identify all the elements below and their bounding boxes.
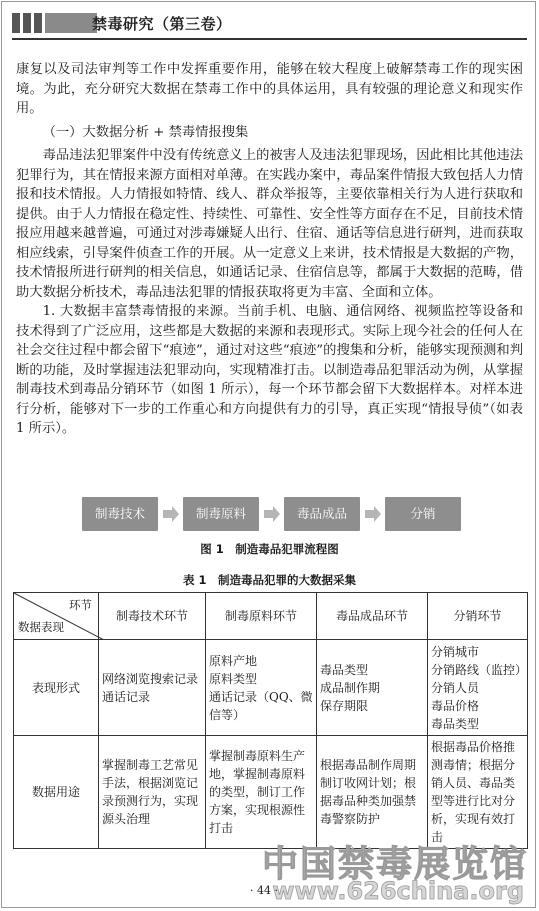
row-header: 数据用途 [14, 736, 99, 849]
table-row [14, 736, 528, 849]
table-cell: 根据毒品制作周期制订收网计划；根据毒品种类加强禁毒警察防护 [317, 736, 428, 849]
watermark-logo [244, 836, 534, 908]
flow-step-4: 分销 [385, 497, 461, 531]
column-header: 分销环节 [428, 593, 528, 640]
header-title: 禁毒研究（第三卷） [92, 15, 232, 33]
paragraph-1: 康复以及司法审判等工作中发挥重要作用，能够在较大程度上破解禁毒工作的现实困境。为此，充分研究大数据在禁毒工作中的具体运用，具有较强的理论意义和现实作用。 [16, 62, 523, 116]
flow-step-1: 制毒技术 [82, 497, 158, 531]
table-cell: 分销城市 分销路线（监控） 分销人员 毒品价格 毒品类型 [428, 640, 528, 736]
table-header-row [14, 593, 528, 640]
section-heading: （一）大数据分析 + 禁毒情报搜集 [42, 124, 249, 140]
data-table [13, 592, 528, 849]
table-cell: 网络浏览搜索记录 通话记录 [99, 640, 206, 736]
header-rule [12, 38, 527, 40]
header-decoration [12, 13, 97, 33]
table-cell: 毒品类型 成品制作期 保存期限 [317, 640, 428, 736]
corner-bottom-label: 数据表现 [18, 620, 64, 634]
arrow-right-icon [263, 505, 281, 523]
table-cell: 原料产地 原料类型 通话记录（QQ、微信等） [206, 640, 317, 736]
corner-top-label: 环节 [69, 598, 92, 612]
watermark-title: 中国禁毒展览馆 [261, 844, 528, 885]
paragraph-2: 毒品违法犯罪案件中没有传统意义上的被害人及违法犯罪现场，因此相比其他违法犯罪行为，其在情报来源方面相对单薄。在实践办案中，毒品案件情报大致包括人力情报和技术情报。人力情报如特情、线人、群众举报等，主要依靠相关行为人进行获取和提供。由于人力情报在稳定性、持续性、可靠性、安全性等方面存在不足，目前技术情报应用越来越普遍，可通过对涉毒嫌疑人出行、住宿、通话等信息进行研判，进而获取相应线索，引导案件侦查工作的开展。从一定意义上来讲，技术情报是大数据的产物，技术情报所进行研判的相关信息，如通话记录、住宿信息等，都属于大数据的范畴，借助大数据分析技术，毒品违法犯罪的情报获取将更为丰富、全面和立体。 [16, 148, 523, 300]
column-header: 制毒原料环节 [206, 593, 317, 640]
page-number: · 44 · [250, 884, 278, 897]
table-cell: 掌握制毒原料生产地，掌握制毒原料的类型，制订工作方案，实现根源性打击 [206, 736, 317, 849]
flow-step-3: 毒品成品 [284, 497, 360, 531]
row-header: 表现形式 [14, 640, 99, 736]
arrow-right-icon [364, 505, 382, 523]
running-header [12, 10, 527, 40]
column-header: 制毒技术环节 [99, 593, 206, 640]
flow-diagram [82, 497, 462, 531]
table-cell: 根据毒品价格推测毒情；根据分销人员、毒品类型等进行比对分析，实现有效打击 [428, 736, 528, 849]
table-caption: 表 1 制造毒品犯罪的大数据采集 [182, 573, 356, 587]
table-corner-cell [14, 593, 99, 640]
paragraph-3: 1. 大数据丰富禁毒情报的来源。当前手机、电脑、通信网络、视频监控等设备和技术得到了广泛应用，这些都是大数据的来源和表现形式。实际上现今社会的任何人在社会交往过程中都会留下“痕迹”，通过对这些“痕迹”的搜集和分析，能够实现预测和判断的功能，及时掌握违法犯罪动向，实现精准打击。以制造毒品犯罪活动为例，从掌握制毒技术到毒品分销环节（如图 1 所示），每一个环节都会留下大数据样本。对样本进行分析，能够对下一步的工作重心和方向提供有力的引导，真正实现“情报导侦”（如表 1 所示）。 [16, 304, 523, 436]
watermark-url: www.626china.org [272, 877, 524, 905]
arrow-right-icon [162, 505, 180, 523]
body-text [16, 60, 523, 439]
figure-caption: 图 1 制造毒品犯罪流程图 [200, 542, 339, 556]
column-header: 毒品成品环节 [317, 593, 428, 640]
flow-step-2: 制毒原料 [183, 497, 259, 531]
table-cell: 掌握制毒工艺常见手法，根据浏览记录预测行为，实现源头治理 [99, 736, 206, 849]
table-row [14, 640, 528, 736]
